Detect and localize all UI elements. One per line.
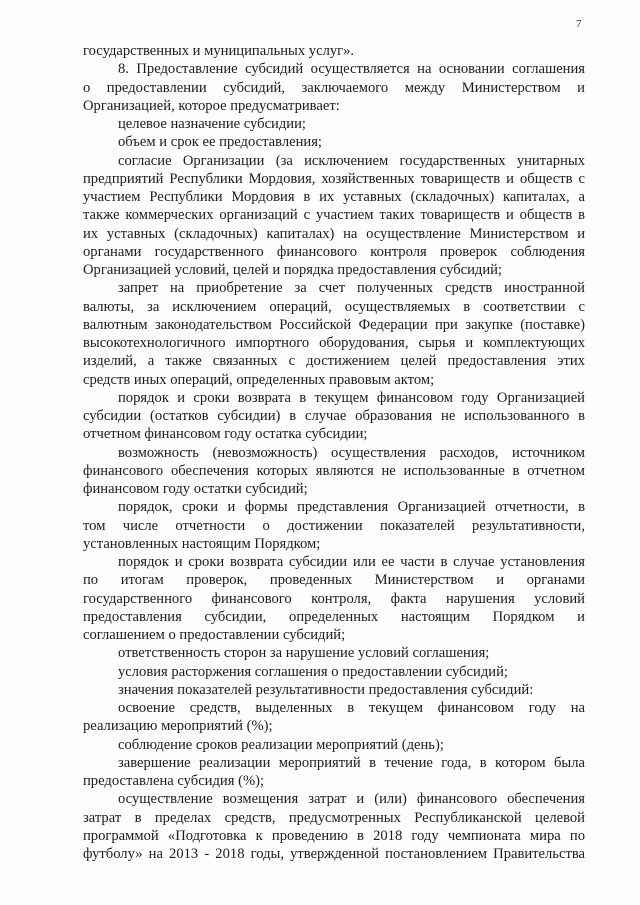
text-line: порядок и сроки возврата в текущем финансовом году Организацией [118,389,585,406]
text-line: осуществление возмещения затрат и (или) финансового обеспечения [118,791,585,808]
text-line: Организацией условий, целей и порядка предоставления субсидий; [83,262,503,278]
text-line: соблюдение сроков реализации мероприятий (день); [118,736,444,753]
text-line: реализацию мероприятий (%); [83,718,273,735]
page-number: 7 [576,18,582,30]
text-line: средств иных операций, определенных правовым актом; [83,371,435,388]
text-line: субсидии (остатков субсидии) в случае образования не использованного в [83,408,585,424]
text-line: 8. Предоставление субсидий осуществляется на основании соглашения [118,61,585,78]
text-line: целевое назначение субсидии; [118,116,306,132]
text-line: предприятий Республики Мордовия, хозяйственных товариществ и обществ с [83,170,585,187]
text-line: футболу» на 2013 - 2018 годы, утвержденной постановлением Правительства [83,846,585,862]
text-line: по итогам проверок, проведенных Министерством и органами [83,572,585,589]
text-line: объем и срок ее предоставления; [118,134,322,151]
text-line: государственных и муниципальных услуг». [83,43,355,59]
text-line: значения показателей результативности предоставления субсидий: [118,681,534,698]
text-line: валютным законодательством Российской Федерации при закупке (поставке) [83,316,585,333]
text-line: также коммерческих организаций с участием таких товариществ и обществ в [83,207,585,224]
text-line: Организацией, которое предусматривает: [83,97,340,114]
text-line: том числе отчетности о достижении показателей результативности, [83,517,585,534]
text-line: их уставных (складочных) капиталах) на осуществление Министерством и [83,225,585,242]
text-line: предоставления субсидии, определенных настоящим Порядком и [83,608,585,625]
text-line: предоставлена субсидия (%); [83,773,265,789]
text-line: установленных настоящим Порядком; [83,535,321,552]
text-line: условия расторжения соглашения о предоставлении субсидий; [118,663,508,680]
text-line: порядок и сроки возврата субсидии или ее части в случае установления [118,554,585,570]
text-line: порядок, сроки и формы представления Организацией отчетности, в [118,499,585,516]
text-line: изделий, а также связанных с достижением целей предоставления этих [83,353,585,370]
text-line: возможность (невозможность) осуществления расходов, источником [118,444,585,461]
text-line: согласие Организации (за исключением государственных унитарных [118,152,585,169]
text-line: затрат в пределах средств, предусмотренных Республиканской целевой [83,809,585,826]
text-line: участием Республики Мордовия в их уставных (складочных) капиталах, а [83,189,585,205]
text-line: финансового обеспечения которых являются не использованные в отчетном [83,462,585,479]
text-line: отчетном финансовом году остатка субсидии; [83,426,368,443]
text-line: запрет на приобретение за счет полученных средств иностранной [118,280,585,297]
text-line: завершение реализации мероприятий в течение года, в котором была [118,754,585,771]
text-line: органами государственного финансового контроля проверок соблюдения [83,243,585,260]
text-line: о предоставлении субсидий, заключаемого между Министерством и [83,79,585,96]
text-line: освоение средств, выделенных в текущем финансовом году на [118,700,585,716]
text-line: высокотехнологичного импортного оборудования, сырья и комплектующих [83,335,585,351]
text-line: финансовом году остатки субсидий; [83,481,308,497]
text-line: программой «Подготовка к проведению в 2018 году чемпионата мира по [83,827,585,844]
document-body [83,42,585,863]
text-line: ответственность сторон за нарушение условий соглашения; [118,645,490,662]
text-line: валюты, за исключением операций, осуществляемых в соответствии с [83,298,585,315]
text-line: соглашением о предоставлении субсидий; [83,627,346,643]
text-line: государственного финансового контроля, факта нарушения условий [83,590,585,607]
